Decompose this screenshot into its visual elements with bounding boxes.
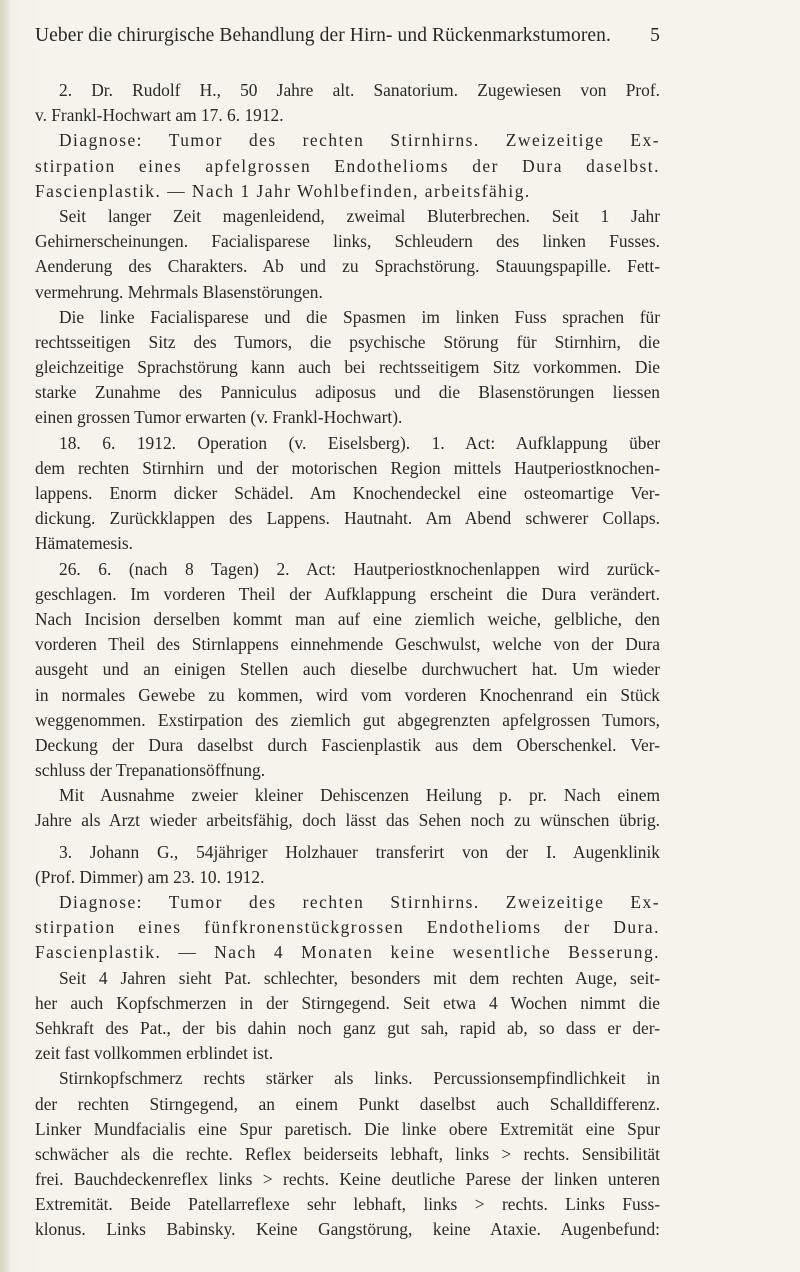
text-line: Stirnkopfschmerz rechts stärker als links. Percussionsempfindlichkeit in [59,1068,660,1089]
text-line: Diagnose: Tumor des rechten Stirnhirns. Zweizeitige Ex- [59,892,660,912]
text-line: rechtsseitigen Sitz des Tumors, die psychische Störung für Stirnhirn, die [35,331,660,352]
text-line: zeit fast vollkommen erblindet ist. [35,1043,274,1064]
text-line: 26. 6. (nach 8 Tagen) 2. Act: Hautperiostknochenlappen wird zurück- [59,558,660,579]
text-line: Deckung der Dura daselbst durch Fascienplastik aus dem Oberschenkel. Ver- [35,734,660,755]
text-line: Linker Mundfacialis eine Spur paretisch. Die linke obere Extremität eine Spur [35,1118,660,1139]
text-line: Sehkraft des Pat., der bis dahin noch ganz gut sah, rapid ab, so dass er der- [35,1017,660,1038]
text-line: v. Frankl-Hochwart am 17. 6. 1912. [35,105,284,126]
text-line: Aenderung des Charakters. Ab und zu Sprachstörung. Stauungspapille. Fett- [35,256,660,277]
text-line: einen grossen Tumor erwarten (v. Frankl-Hochwart). [35,407,403,428]
text-line: Gehirnerscheinungen. Facialisparese links, Schleudern des linken Fusses. [35,231,660,252]
text-line: klonus. Links Babinsky. Keine Gangstörung, keine Ataxie. Augenbefund: [35,1219,660,1240]
page-number: 5 [650,25,660,46]
text-line: Seit 4 Jahren sieht Pat. schlechter, besonders mit dem rechten Auge, seit- [59,967,660,988]
body-text [35,78,660,1243]
text-line: Hämatemesis. [35,533,134,554]
binding-shadow [0,0,10,1272]
text-line: ausgeht und an einigen Stellen auch dieselbe durchwuchert hat. Um wieder [35,659,660,680]
text-line: Seit langer Zeit magenleidend, zweimal Bluterbrechen. Seit 1 Jahr [59,205,660,226]
text-line: stirpation eines fünfkronenstückgrossen Endothelioms der Dura. [35,917,660,938]
text-line: Jahre als Arzt wieder arbeitsfähig, doch lässt das Sehen noch zu wünschen übrig. [35,810,660,831]
text-line: Fascienplastik. — Nach 1 Jahr Wohlbefinden, arbeitsfähig. [35,180,531,201]
text-line: stirpation eines apfelgrossen Endothelioms der Dura daselbst. [35,155,660,176]
text-line: gleichzeitige Sprachstörung kann auch bei rechtsseitigem Sitz vorkommen. Die [35,357,660,378]
running-header [35,25,660,55]
text-line: vermehrung. Mehrmals Blasenstörungen. [35,281,323,302]
text-line: Die linke Facialisparese und die Spasmen im linken Fuss sprachen für [59,306,660,327]
text-line: frei. Bauchdeckenreflex links > rechts. Keine deutliche Parese der linken unteren [35,1169,660,1190]
text-line: Extremität. Beide Patellarreflexe sehr lebhaft, links > rechts. Links Fuss- [35,1194,660,1215]
text-line: geschlagen. Im vorderen Theil der Aufklappung erscheint die Dura verändert. [35,583,660,604]
header-title: Ueber die chirurgische Behandlung der Hirn- und Rückenmarkstumoren. [35,25,612,46]
text-line: 3. Johann G., 54jähriger Holzhauer transferirt von der I. Augenklinik [59,841,660,862]
text-line: schwächer als die rechte. Reflex beiderseits lebhaft, links > rechts. Sensibilität [35,1143,660,1164]
text-line: Nach Incision derselben kommt man auf eine ziemlich weiche, gelbliche, den [35,608,660,629]
text-line: vorderen Theil des Stirnlappens einnehmende Geschwulst, welche von der Dura [35,634,660,655]
text-line: lappens. Enorm dicker Schädel. Am Knochendeckel eine osteomartige Ver- [35,483,660,503]
text-line: Fascienplastik. — Nach 4 Monaten keine wesentliche Besserung. [35,942,660,963]
text-line: in normales Gewebe zu kommen, wird vom vorderen Knochenrand ein Stück [35,684,660,705]
text-line: der rechten Stirngegend, an einem Punkt daselbst auch Schalldifferenz. [35,1093,660,1114]
text-line: starke Zunahme des Panniculus adiposus und die Blasenstörungen liessen [35,382,660,403]
text-line: (Prof. Dimmer) am 23. 10. 1912. [35,866,265,887]
text-line: 2. Dr. Rudolf H., 50 Jahre alt. Sanatorium. Zugewiesen von Prof. [59,80,660,100]
text-line: her auch Kopfschmerzen in der Stirngegend. Seit etwa 4 Wochen nimmt die [35,992,660,1013]
text-line: weggenommen. Exstirpation des ziemlich gut abgegrenzten apfelgrossen Tumors, [35,709,660,730]
text-line: Mit Ausnahme zweier kleiner Dehiscenzen Heilung p. pr. Nach einem [59,785,660,806]
text-line: schluss der Trepanationsöffnung. [35,760,266,781]
text-line: 18. 6. 1912. Operation (v. Eiselsberg). 1. Act: Aufklappung über [59,432,660,453]
text-line: dickung. Zurückklappen des Lappens. Hautnaht. Am Abend schwerer Collaps. [35,508,660,529]
text-line: Diagnose: Tumor des rechten Stirnhirns. Zweizeitige Ex- [59,130,660,151]
text-line: dem rechten Stirnhirn und der motorischen Region mittels Hautperiostknochen- [35,457,660,478]
